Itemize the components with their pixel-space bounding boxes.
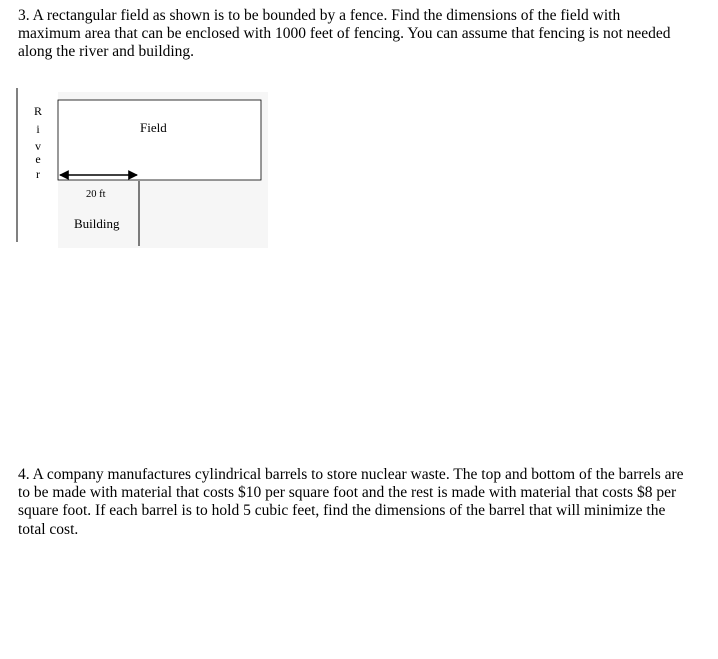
field-label: Field [140,120,167,135]
river-letter-r2: r [36,167,40,181]
river-letter-e: e [35,152,41,166]
field-diagram [0,88,290,258]
river-letter-i: i [36,122,40,136]
problem-3-text: 3. A rectangular field as shown is to be bounded by a fence. Find the dimensions of the field with maximum area that can be enclosed with 1000 feet of fencing. You can assume that fencing is not needed along the river and building. [18,7,671,61]
river-letter-r: R [33,104,43,118]
river-letter-v: v [35,139,41,153]
field-rectangle [58,100,261,180]
problem-4-text: 4. A company manufactures cylindrical barrels to store nuclear waste. The top and bottom of the barrels are to be made with material that costs $10 per square foot and the rest is made with material that costs $8 per square foot. If each barrel is to hold 5 cubic feet, find the dimensions of the barrel that will minimize the total cost. [18,466,684,538]
dimension-label: 20 ft [86,189,106,200]
building-label: Building [74,216,120,231]
